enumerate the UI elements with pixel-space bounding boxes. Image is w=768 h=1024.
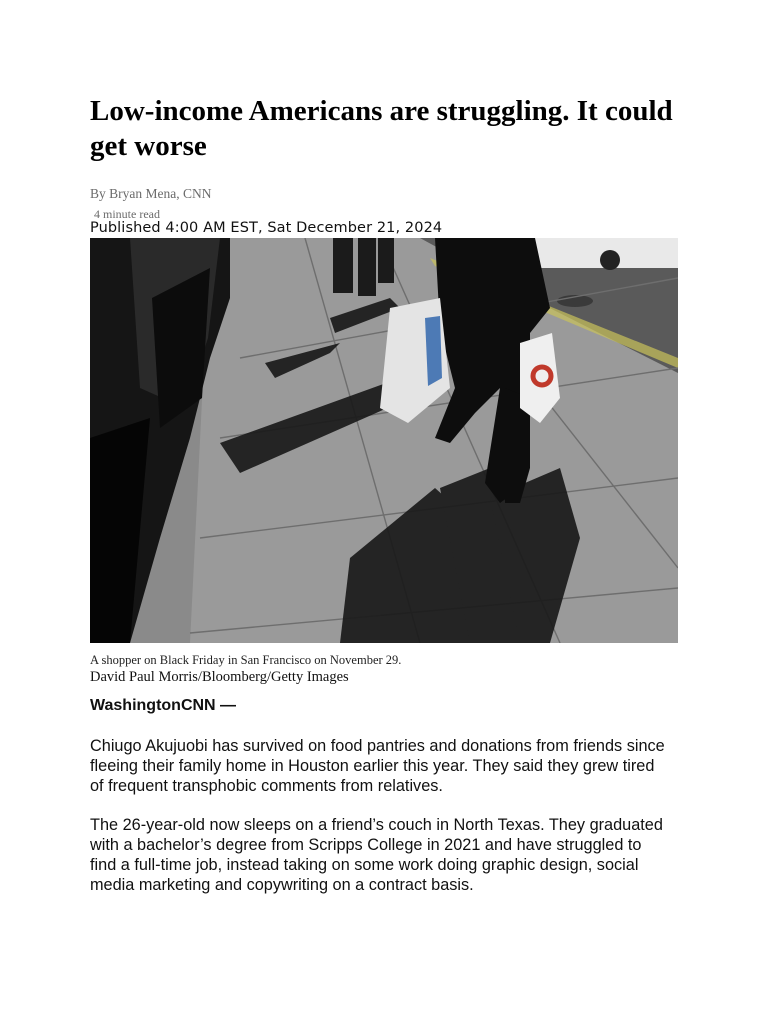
publish-timestamp: Published 4:00 AM EST, Sat December 21, 2024 <box>90 220 443 236</box>
article-byline[interactable]: By Bryan Mena, CNN <box>90 186 212 201</box>
article-headline: Low-income Americans are struggling. It could get worse <box>90 95 673 162</box>
body-paragraph: The 26-year-old now sleeps on a friend’s couch in North Texas. They graduated with a bachelor’s degree from Scripps College in 2021 and have struggled to find a full-time job, instead taking on some work doing graphic design, social media marketing and copywriting on a contract basis. <box>90 816 663 894</box>
photo-caption: A shopper on Black Friday in San Francisco on November 29. <box>90 653 402 667</box>
photo-credit: David Paul Morris/Bloomberg/Getty Images <box>90 669 349 685</box>
body-paragraph: Chiugo Akujuobi has survived on food pantries and donations from friends since fleeing their family home in Houston earlier this year. They said they grew tired of frequent transphobic comments from relatives. <box>90 737 665 795</box>
lead-photo-shopper-black-friday <box>90 238 678 643</box>
lead-photo <box>90 238 678 643</box>
article-dateline: WashingtonCNN — <box>90 697 237 714</box>
read-time: 4 minute read <box>94 207 160 221</box>
